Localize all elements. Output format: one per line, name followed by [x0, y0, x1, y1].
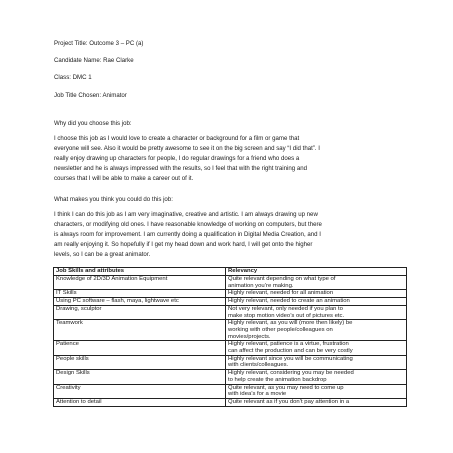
skill-cell: Creativity — [54, 384, 226, 398]
class-label: Class: DMC 1 — [54, 74, 92, 81]
answer-what — [54, 210, 406, 260]
skill-cell: Patience — [54, 341, 226, 355]
project-title: Project Title: Outcome 3 – PC (a) — [54, 40, 144, 47]
relevancy-cell — [226, 276, 407, 290]
skill-cell: Teamwork — [54, 320, 226, 341]
relevancy-cell — [226, 298, 407, 306]
relevancy-line: Highly relevant, patience is a virtue, frustration — [228, 341, 349, 348]
question-what: What makes you think you could do this job: — [54, 196, 173, 203]
answer-what-line: levels, so I can be a great animator. — [54, 251, 151, 259]
candidate-name: Candidate Name: Rae Clarke — [54, 57, 134, 64]
answer-why-line: I choose this job as I would love to create a character or background for a film or game that — [54, 135, 300, 142]
relevancy-line: Not very relevant, only needed if you plan to — [228, 305, 343, 312]
header-relevancy: Relevancy — [226, 268, 407, 276]
answer-why-line: courses that I will be able to make a career out of it. — [54, 175, 194, 183]
relevancy-line: movies/projects. — [228, 333, 271, 340]
skills-table — [53, 267, 407, 407]
relevancy-cell — [226, 341, 407, 355]
skill-cell: People skills — [54, 355, 226, 369]
relevancy-cell — [226, 398, 407, 406]
relevancy-line: Highly relevant, needed to create an animation — [228, 298, 350, 305]
relevancy-line: Highly relevant, as you will (more then likely) be — [228, 320, 353, 327]
relevancy-line: with clients/colleagues. — [228, 362, 289, 369]
skill-cell: Knowledge of 2D/3D Animation Equipment — [54, 276, 226, 290]
relevancy-line: Highly relevant since you will be communicating — [228, 355, 353, 362]
relevancy-cell — [226, 370, 407, 384]
answer-what-line: I think I can do this job as I am very imaginative, creative and artistic. I am always drawing up new — [54, 211, 318, 218]
relevancy-line: can affect the production and can be very costly — [228, 348, 353, 355]
table-header-row — [54, 268, 407, 276]
table-row — [54, 355, 407, 369]
table-row — [54, 384, 407, 398]
table-row — [54, 305, 407, 319]
table-row — [54, 341, 407, 355]
table-row — [54, 320, 407, 341]
relevancy-line: make stop motion video’s out of pictures etc. — [228, 312, 345, 319]
relevancy-line: with idea’s for a movie — [228, 391, 287, 398]
answer-why-line: everyone will see. Also it would be pretty awesome to see it on the big screen and say “I did that”. I — [54, 145, 320, 153]
relevancy-line: working with other people/colleagues on — [228, 326, 333, 333]
table-row — [54, 290, 407, 298]
relevancy-line: Quite relevant, as you may need to come up — [228, 384, 344, 391]
relevancy-line: Quite relevant as if you don’t pay attention in a — [228, 398, 350, 405]
relevancy-cell — [226, 305, 407, 319]
question-why: Why did you choose this job: — [54, 120, 132, 127]
relevancy-cell — [226, 290, 407, 298]
job-title-chosen: Job Title Chosen: Animator — [54, 92, 127, 99]
skill-cell: Drawing, sculptor — [54, 305, 226, 319]
answer-what-line: am really enjoying it. So hopefully if I get my head down and work hard, I will get onto the higher — [54, 241, 313, 249]
relevancy-line: animation you’re making. — [228, 282, 294, 289]
relevancy-line: Quite relevant depending on what type of — [228, 276, 336, 282]
answer-why-line: really enjoy drawing up characters for people, I do regular drawings for a friend who does a — [54, 155, 300, 163]
header-skills: Job Skills and attributes — [54, 268, 226, 276]
skill-cell: Using PC software – flash, maya, lightwave etc — [54, 298, 226, 306]
skill-cell: Design Skills — [54, 370, 226, 384]
table-row — [54, 370, 407, 384]
relevancy-cell — [226, 384, 407, 398]
answer-why — [54, 134, 406, 184]
relevancy-line: Highly relevant, considering you may be needed — [228, 370, 354, 377]
answer-what-line: is always room for improvement. I am currently doing a qualification in Digital Media Creation, and I — [54, 231, 321, 239]
relevancy-cell — [226, 320, 407, 341]
relevancy-cell — [226, 355, 407, 369]
answer-what-line: characters, or modifying old ones. I have reasonable knowledge of working on computers, but there — [54, 221, 322, 229]
skill-cell: Attention to detail — [54, 398, 226, 406]
table-row — [54, 276, 407, 290]
skill-cell: IT Skills — [54, 290, 226, 298]
table-row — [54, 398, 407, 406]
relevancy-line: to help create the animation backdrop — [228, 376, 327, 383]
answer-why-line: newsletter and he is always impressed with the results, so I feel that with the right training and — [54, 165, 308, 173]
table-row — [54, 298, 407, 306]
relevancy-line: Highly relevant, needed for all animation — [228, 290, 334, 297]
